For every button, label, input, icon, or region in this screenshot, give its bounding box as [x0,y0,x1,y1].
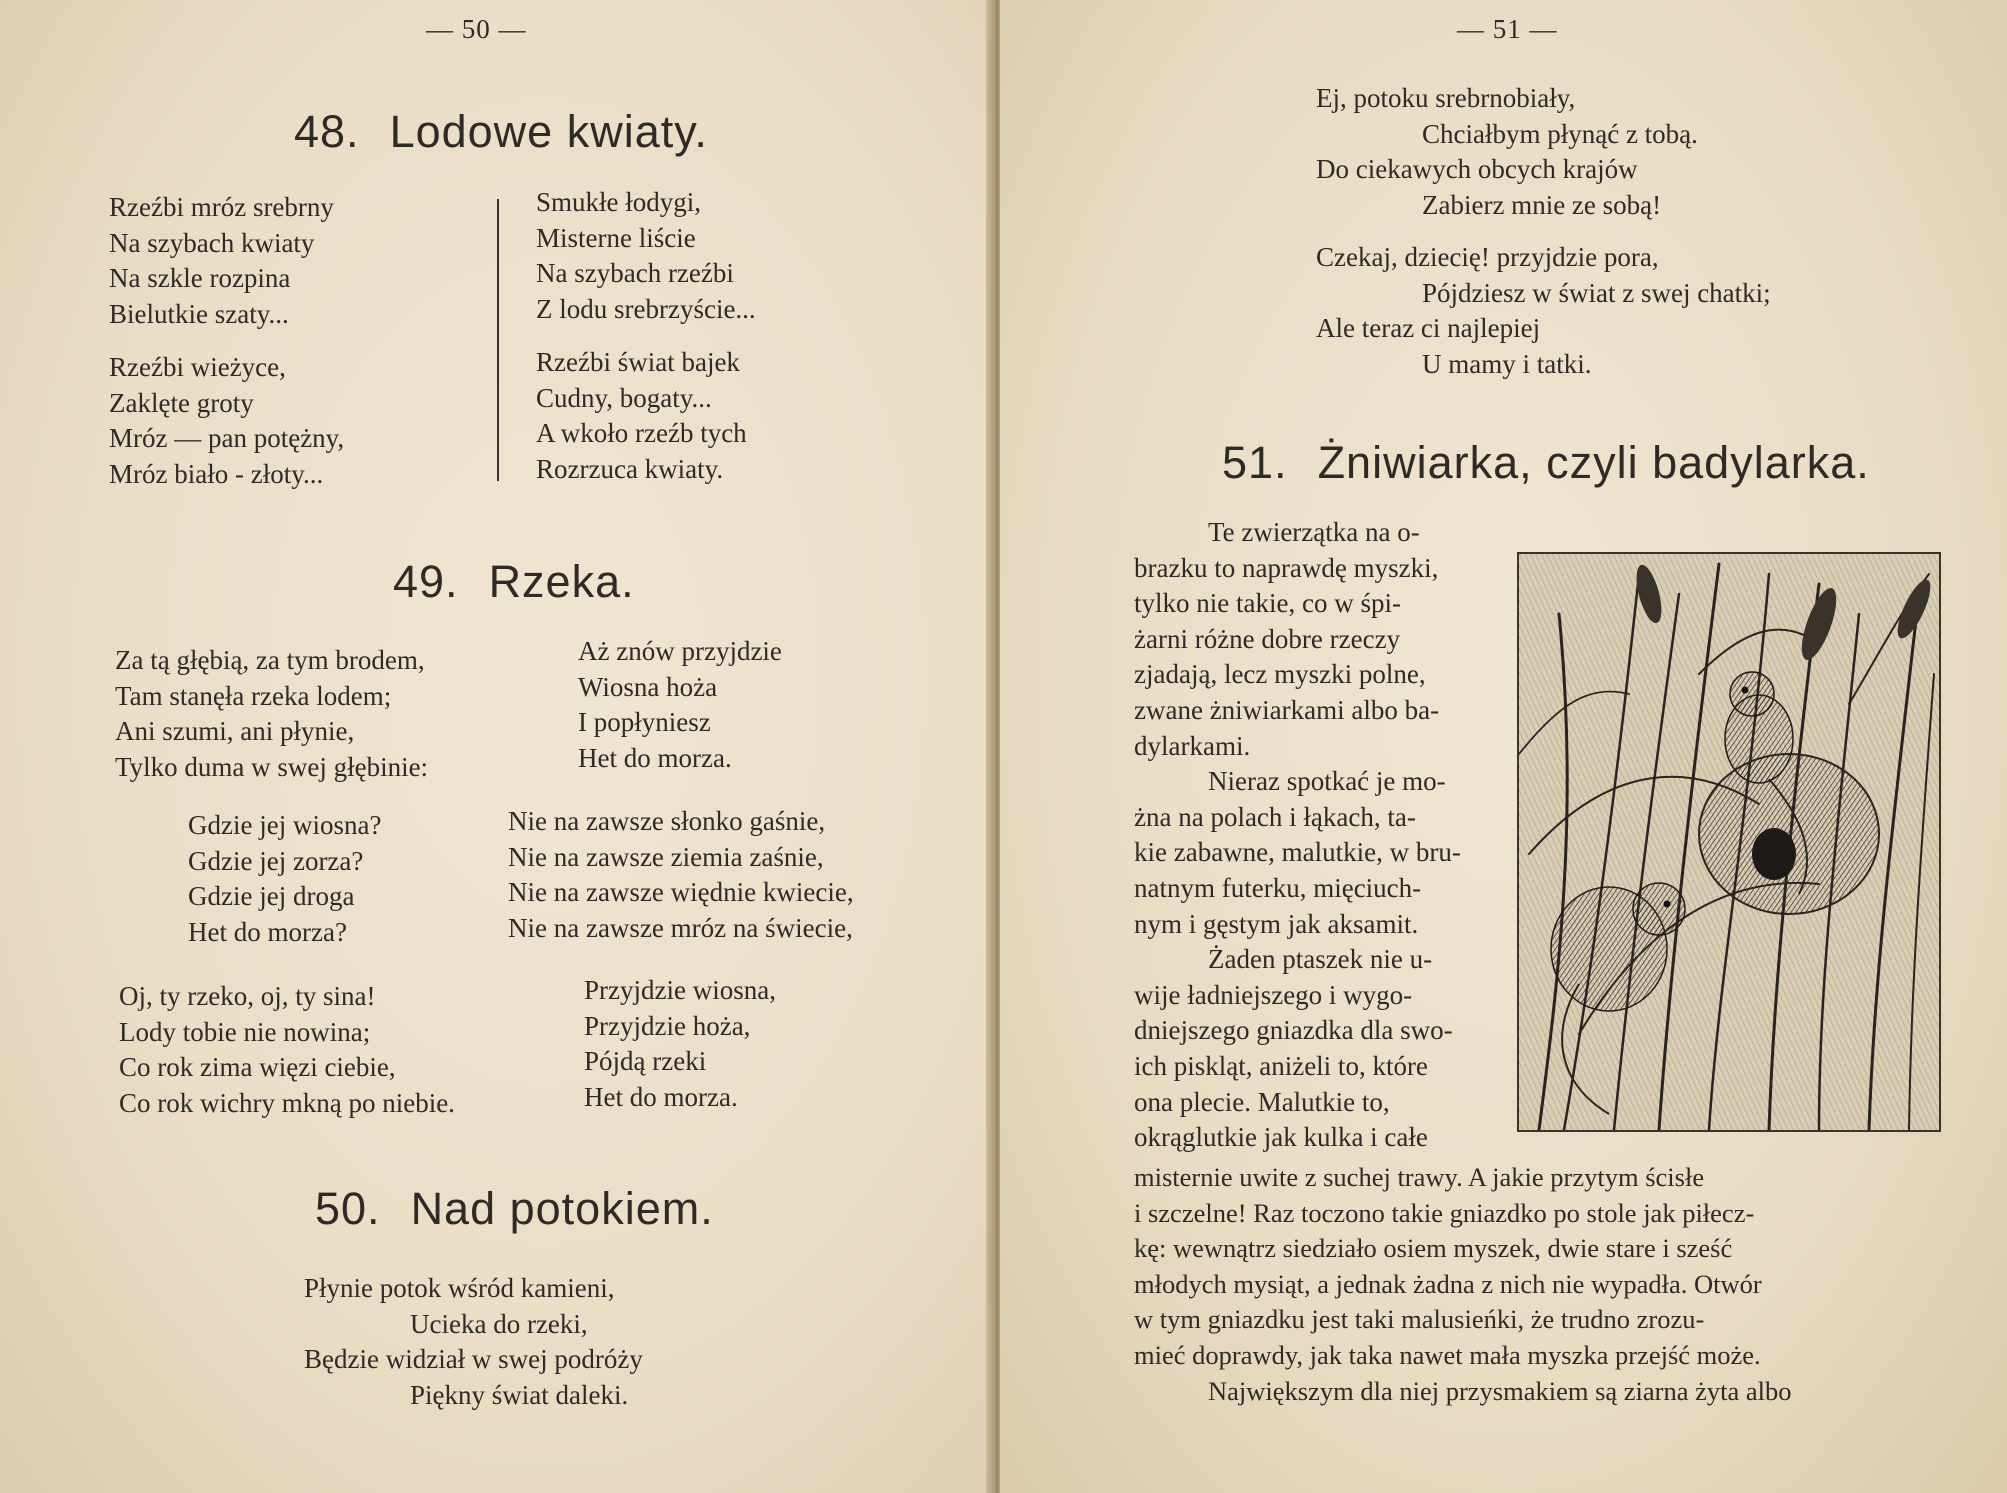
section-51-title [1222,437,1870,489]
verse-line: Przyjdzie hoża, [584,1010,751,1041]
verse-line: Chciałbym płynąć z tobą. [1422,118,1698,149]
verse-line: Co rok wichry mkną po niebie. [119,1087,455,1118]
poem-48-stanza [536,345,747,487]
verse-line: Na szybach kwiaty [109,227,315,258]
verse-line: Cudny, bogaty... [536,382,712,413]
text-line: dniejszego gniazdka dla swo- [1134,1015,1453,1046]
verse-line: Ale teraz ci najlepiej [1316,313,1541,343]
verse-line: Czekaj, dziecię! przyjdzie pora, [1316,242,1659,272]
poem-48-stanza [536,185,756,327]
verse-line: Z lodu srebrzyście... [536,293,756,324]
text-line: Nieraz spotkać je mo- [1208,766,1446,797]
verse-line: Het do morza. [584,1081,738,1112]
text-line: młodych mysiąt, a jednak żadna z nich nie wypadła. Otwór [1134,1268,1762,1299]
text-line: mieć doprawdy, jak taka nawet mała myszka przejść może. [1134,1339,1761,1370]
text-line: nym i gęstym jak aksamit. [1134,908,1419,939]
verse-line: U mamy i tatki. [1422,348,1592,379]
verse-line: Nie na zawsze więdnie kwiecie, [508,877,854,907]
poem-title: Nad potokiem. [410,1183,714,1234]
poem-number: 48. [294,106,360,157]
verse-line: Mróz — pan potężny, [109,423,345,453]
page-number: — 51 — [1457,14,1558,44]
verse-line: Het do morza. [578,742,732,773]
poem-49-stanza [115,643,428,785]
text-line: w tym gniazdku jest taki malusieńki, że trudno zrozu- [1134,1304,1705,1335]
verse-line: Ej, potoku srebrnobiały, [1316,83,1576,113]
verse-line: Piękny świat daleki. [410,1379,629,1410]
verse-line: Wiosna hoża [578,671,718,702]
text-line: kie zabawne, malutkie, w bru- [1134,837,1461,868]
verse-line: Ani szumi, ani płynie, [115,716,355,746]
text-line: tylko nie takie, co w śpi- [1134,588,1401,619]
verse-line: Nie na zawsze słonko gaśnie, [508,806,826,836]
text-line: okrąglutkie jak kulka i całe [1134,1122,1428,1153]
text-line: misternie uwite z suchej trawy. A jakie przytym ścisłe [1134,1162,1705,1192]
verse-line: Mróz biało - złoty... [109,458,324,489]
text-line: Te zwierzątka na o- [1208,517,1420,547]
verse-line: Aż znów przyjdzie [578,636,782,666]
verse-line: Tylko duma w swej głębinie: [115,751,429,782]
verse-line: Smukłe łodygi, [536,187,702,217]
verse-line: Rozrzuca kwiaty. [536,453,724,484]
verse-line: Gdzie jej wiosna? [188,810,382,840]
text-line: ich piskląt, aniżeli to, które [1134,1050,1428,1081]
text-line: zwane żniwiarkami albo ba- [1134,694,1440,725]
text-line: wije ładniejszego i wygo- [1134,979,1413,1010]
verse-line: Gdzie jej zorza? [188,845,364,876]
article-body-wide [1134,1160,1918,1409]
text-line: Żaden ptaszek nie u- [1208,944,1433,975]
text-line: i szczelne! Raz toczono takie gniazdko po stole jak piłecz- [1134,1197,1755,1228]
poem-50-stanza [304,1271,643,1413]
verse-line: Bielutkie szaty... [109,298,289,329]
verse-line: Oj, ty rzeko, oj, ty sina! [119,981,376,1011]
verse-line: Het do morza? [188,916,347,947]
verse-line: Nie na zawsze mróz na świecie, [508,912,853,943]
poem-number: 50. [315,1183,381,1234]
poem-50-stanza [1316,80,1698,222]
poem-48-title [294,106,708,158]
verse-line: Rzeźbi mróz srebrny [109,192,334,222]
verse-line: Co rok zima więzi ciebie, [119,1052,396,1082]
poem-50-stanza [1316,240,1771,382]
poem-49-stanza [508,804,854,946]
poem-49-stanza [119,979,455,1121]
poem-49-stanza [578,634,782,776]
page-number: — 50 — [426,14,527,44]
verse-line: Będzie widział w swej podróży [304,1344,643,1374]
verse-line: Do ciekawych obcych krajów [1316,154,1638,184]
left-page [0,0,992,1493]
column-divider [497,199,499,481]
text-line: brazku to naprawdę myszki, [1134,552,1439,583]
poem-49-stanza [188,808,381,950]
text-line: żna na polach i łąkach, ta- [1134,801,1416,832]
text-line: kę: wewnątrz siedziało osiem myszek, dwie stare i sześć [1134,1233,1733,1264]
verse-line: Płynie potok wśród kamieni, [304,1273,615,1303]
verse-line: Zaklęte groty [109,387,254,418]
text-line: zjadają, lecz myszki polne, [1134,659,1426,690]
verse-line: Lody tobie nie nowina; [119,1016,371,1047]
poem-49-title [393,556,635,608]
harvest-mice-illustration [1517,552,1941,1132]
verse-line: Za tą głębią, za tym brodem, [115,645,425,675]
text-line: Największym dla niej przysmakiem są ziarna żyta albo [1208,1375,1792,1406]
section-number: 51. [1222,437,1288,488]
verse-line: Nie na zawsze ziemia zaśnie, [508,841,824,872]
verse-line: Na szybach rzeźbi [536,258,734,288]
poem-number: 49. [393,556,459,607]
section-title: Żniwiarka, czyli badylarka. [1317,437,1870,488]
verse-line: Przyjdzie wiosna, [584,975,776,1005]
text-line: ona plecie. Malutkie to, [1134,1086,1390,1117]
article-body-narrow [1134,515,1491,1156]
verse-line: Pójdziesz w świat z swej chatki; [1422,277,1771,308]
text-line: dylarkami. [1134,730,1251,761]
verse-line: Tam stanęła rzeka lodem; [115,680,392,711]
poem-50-title [315,1183,714,1235]
verse-line: Pójdą rzeki [584,1046,707,1076]
verse-line: Ucieka do rzeki, [410,1308,588,1339]
verse-line: A wkoło rzeźb tych [536,418,747,448]
poem-48-stanza [109,190,334,332]
verse-line: Rzeźbi wieżyce, [109,352,286,382]
poem-title: Lodowe kwiaty. [389,106,708,157]
verse-line: Rzeźbi świat bajek [536,347,740,377]
verse-line: Gdzie jej droga [188,881,355,911]
verse-line: Na szkle rozpina [109,263,291,293]
text-line: natnym futerku, mięciuch- [1134,872,1422,903]
verse-line: I popłyniesz [578,707,711,737]
text-line: żarni różne dobre rzeczy [1134,623,1401,654]
verse-line: Misterne liście [536,222,696,253]
poem-48-stanza [109,350,344,492]
verse-line: Zabierz mnie ze sobą! [1422,189,1662,220]
poem-title: Rzeka. [488,556,635,607]
poem-49-stanza [584,973,776,1115]
